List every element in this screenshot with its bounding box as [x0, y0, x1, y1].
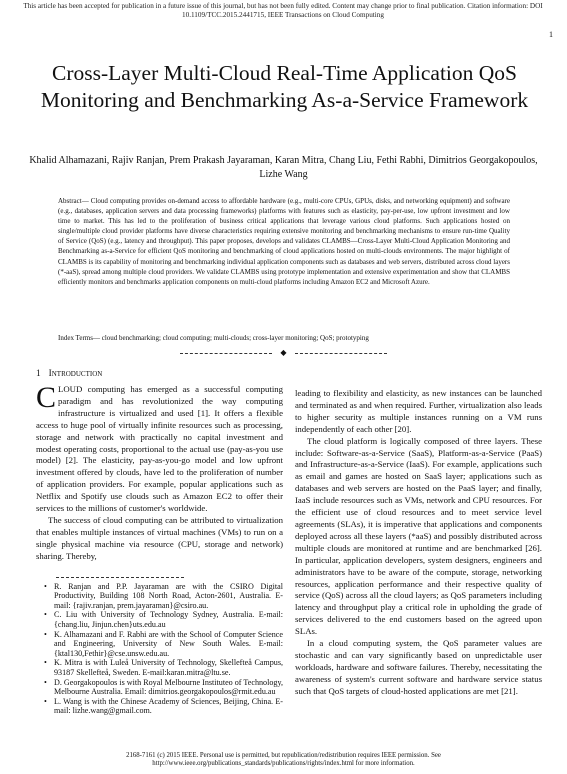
- page-number: 1: [549, 30, 553, 39]
- affiliation-text: C. Liu with University of Technology Sydney, Australia. E-mail: {chang.liu, Jinjun.chen}uts.edu.au: [54, 610, 283, 629]
- affiliation-text: K. Mitra is with Luleå University of Technology, Skellefteå Campus, 93187 Skellefteå, Sweden. E-mail:karan.mitra@ltu.se.: [54, 658, 283, 677]
- right-paragraph-3: In a cloud computing system, the QoS parameter values are stochastic and can vary significantly based on unpredictable user workloads, hardware and software failures. Thereby, necessitating the awareness of system's current software and hardware service status such that QoS targets of cloud-hosted applications are met [21].: [295, 638, 542, 696]
- affiliation-list: [36, 582, 283, 716]
- intro-paragraph-1: [36, 381, 283, 515]
- section-heading: [36, 369, 283, 379]
- affiliation-text: K. Alhamazani and F. Rabhi are with the School of Computer Science and Engineering, University of New South Wales. E-mail: {ktal130,Fethir}@cse.unsw.edu.au.: [54, 629, 283, 658]
- diamond-icon: ◆: [280, 348, 287, 357]
- section-number: 1: [36, 369, 41, 379]
- publication-banner: This article has been accepted for publication in a future issue of this journal, but has not been fully edited. Content may change prior to final publication. Citation information: DOI 10.1109/TCC.2015.2441715, IEEE Transactions on Cloud Computing: [23, 2, 543, 19]
- intro-paragraph-1-text: LOUD computing has emerged as a successful computing paradigm and has revolutionized the way computing infrastructure is virtualized and used [1]. It offers a flexible access to huge pool of virtually infinite resources such as processing, storage and network with practically no capital investment and modest operating costs, proportional to the actual use (pay-as-you use model) [2]. The elasticity, pay-as-you-go model and low upfront investment offered by clouds, have led to the proliferation of number of application providers. For example, popular applications such as Netflix and Spotify use clouds such as Amazon EC2 to offer their services to the millions of customer's worldwide.: [36, 384, 283, 514]
- affiliation-text: R. Ranjan and P.P. Jayaraman are with the CSIRO Digital Productivity, Building 108 North Road, Acton-2601, Australia. E-mail: {rajiv.ranjan, prem.jayaraman}@csiro.au.: [54, 581, 283, 610]
- affiliation-text: D. Georgakopoulos is with Royal Melbourne Instituteo of Technology, Melbourne Australia. Email: dimitrios.georgakopoulos@rmit.edu.au: [54, 677, 283, 697]
- bullet-icon: •: [44, 610, 47, 620]
- section-separator: [170, 349, 397, 357]
- affiliation-item: [46, 582, 283, 611]
- drop-cap: C: [36, 381, 57, 414]
- footnote-divider: [56, 577, 184, 578]
- abstract: Abstract— Cloud computing provides on-demand access to affordable hardware (e.g., multi-core CPUs, GPUs, disks, and networking equipment) and software (e.g., databases, application servers and data processing frameworks) platforms with features such as elasticity, pay-per-use, low upfront investment and low time to market. This has led to the proliferation of business critical applications that leverage various cloud platforms. Such applications hosted on single/multiple cloud provider platforms have diverse characteristics requiring extensive monitoring and benchmarking mechanisms to ensure run-time Quality of Service (QoS) (e.g., latency and throughput). This paper proposes, develops and validates CLAMBS—Cross-Layer Multi-Cloud Application Monitoring and Benchmarking as-a-Service for efficient QoS monitoring and benchmarking of cloud applications hosted on multi-clouds environments. The major highlight of CLAMBS is its capability of monitoring and benchmarking individual application components such as databases and web servers, distributed across cloud layers (*-aaS), spread among multiple cloud providers. We validate CLAMBS using prototype implementation and extensive experimentation and show that CLAMBS efficiently monitors and benchmarks application components on multi-cloud platforms including Amazon EC2 and Microsoft Azure.: [58, 197, 510, 286]
- right-paragraph-2: The cloud platform is logically composed of three layers. These include: Software-as-a-Service (SaaS), Platform-as-a-Service (PaaS) and Infrastructure-as-a-Service (IaaS). For example, applications such as email and games are hosted on SaaS layer; applications such as databases and web servers are hosted on the PaaS layer; and finally, IaaS include resources such as VMs, network and CPU resources. For the efficient use of cloud resources and to meet service level agreements (SLAs), it is imperative that applications and components deployed across all these layers (*aaS) and possibly distributed across multiple clouds are monitored at runtime and are benchmarked [26]. In particular, application developers, system designers, engineers and administrators have to be aware of the compute, storage, networking resources, application performance and their respective quality of service (QoS) across all the cloud layers; as QoS parameters including latency and throughput play a critical role in upholding the grade of services delivered to the end customers based on the agreed upon SLAs.: [295, 435, 542, 637]
- right-paragraph-1: leading to flexibility and elasticity, as new instances can be launched and terminated as and when required. Further, virtualization also leads to higher security as multiple instances running on a VM runs independently of each other [20].: [295, 388, 542, 434]
- intro-paragraph-2: The success of cloud computing can be attributed to virtualization that enables multiple instances of virtual machines (VMs) to run on a single physical machine via resource (CPU, storage and network) sharing. Thereby,: [36, 514, 283, 561]
- bullet-icon: •: [44, 581, 47, 591]
- bullet-icon: •: [44, 629, 47, 639]
- bullet-icon: •: [44, 658, 47, 668]
- affiliation-item: [46, 658, 283, 677]
- section-title: Introduction: [48, 369, 103, 379]
- affiliation-item: [46, 697, 283, 716]
- bullet-icon: •: [44, 696, 47, 706]
- affiliation-item: [46, 610, 283, 629]
- affiliation-text: L. Wang is with the Chinese Academy of Sciences, Beijing, China. E-mail: lizhe.wang@gmail.com.: [54, 696, 283, 716]
- right-column: [295, 388, 542, 698]
- copyright-footer: 2168-7161 (c) 2015 IEEE. Personal use is permitted, but republication/redistribution requires IEEE permission. See http://www.ieee.org/publications_standards/publications/rights/index.html for more information.: [90, 752, 477, 768]
- bullet-icon: •: [44, 677, 47, 687]
- separator-dash-left: [180, 353, 272, 354]
- affiliation-item: [46, 630, 283, 659]
- affiliation-item: [46, 678, 283, 697]
- left-column: [36, 369, 283, 716]
- index-terms: Index Terms— cloud benchmarking; cloud computing; multi-clouds; cross-layer monitoring; QoS; prototyping: [58, 334, 369, 342]
- paper-title: Cross-Layer Multi-Cloud Real-Time Application QoS Monitoring and Benchmarking As-a-Service Framework: [40, 61, 529, 112]
- author-list: Khalid Alhamazani, Rajiv Ranjan, Prem Prakash Jayaraman, Karan Mitra, Chang Liu, Fethi Rabhi, Dimitrios Georgakopoulos, Lizhe Wang: [29, 155, 538, 180]
- separator-dash-right: [295, 353, 387, 354]
